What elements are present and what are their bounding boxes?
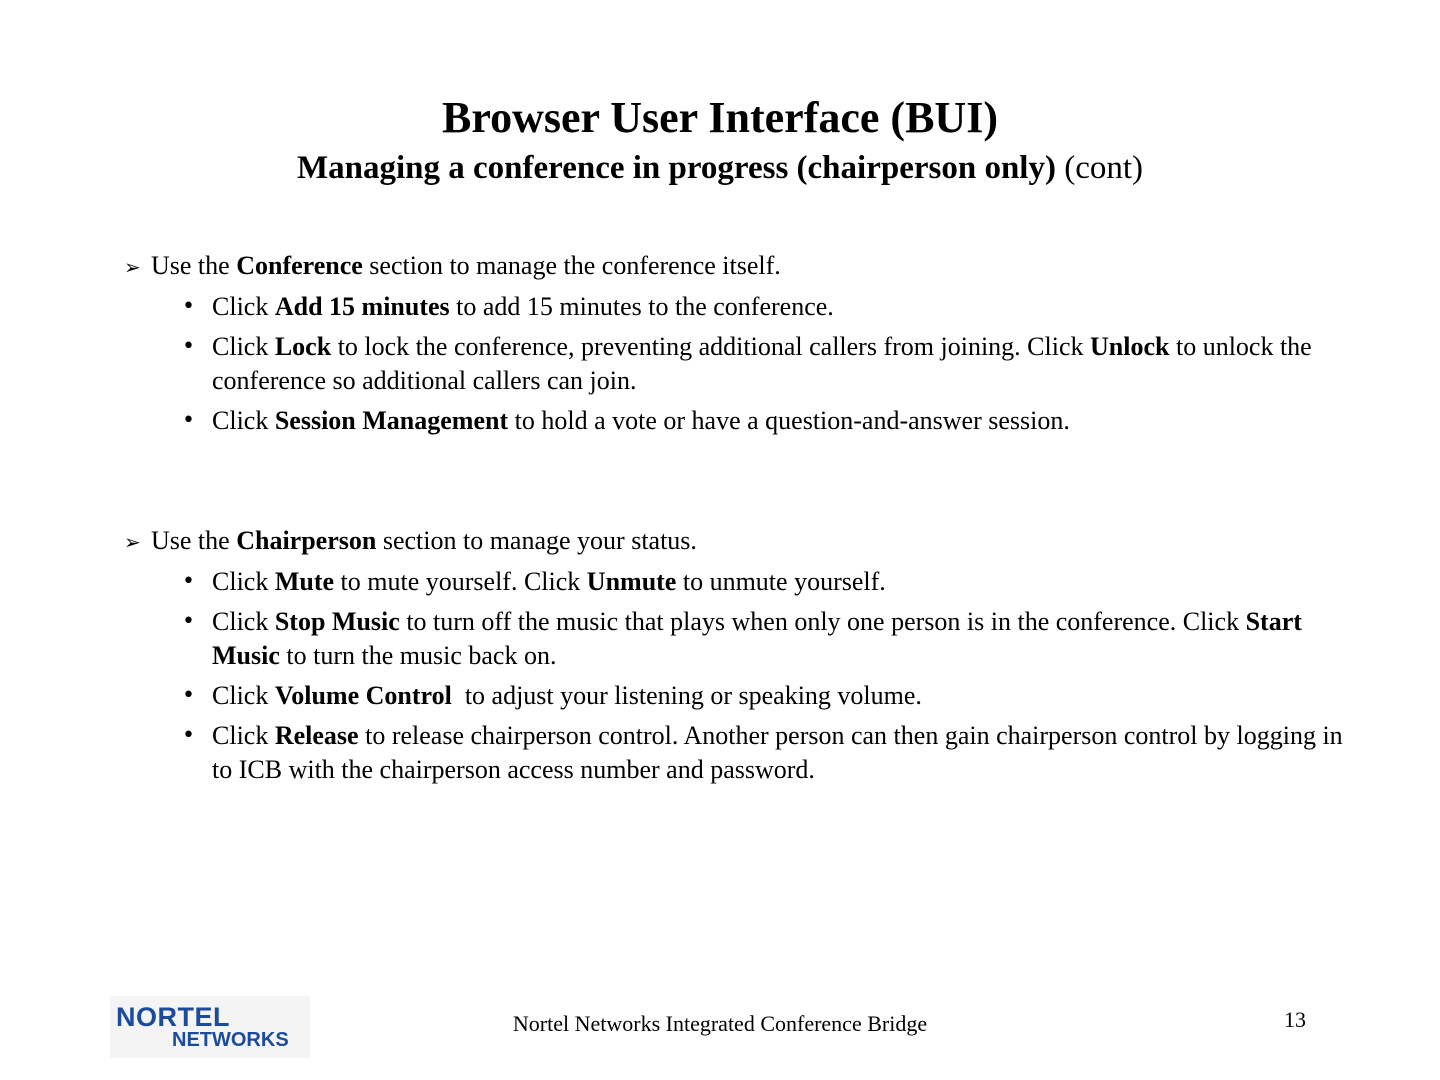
page-title: Browser User Interface (BUI)	[442, 93, 998, 142]
round-bullet-icon: •	[182, 408, 195, 433]
list-item: • Click Release to release chairperson control. Another person can then gain chairperson control by logging in to ICB with the chairperson access number and password.	[182, 721, 1343, 784]
round-bullet-icon: •	[182, 294, 195, 319]
chairperson-bullet-list	[124, 565, 1344, 787]
section-intro-text: Use the Conference section to manage the conference itself.	[151, 251, 781, 280]
list-item: • Click Session Management to hold a vote or have a question-and-answer session.	[124, 404, 1344, 438]
arrowhead-bullet-icon: ➢	[124, 255, 141, 279]
list-item: • Click Stop Music to turn off the music that plays when only one person is in the conference. Click Start Music to turn the music back on.	[182, 607, 1302, 670]
subtitle-suffix: (cont)	[1055, 150, 1143, 186]
list-item: • Click Volume Control to adjust your listening or speaking volume.	[124, 679, 1344, 713]
round-bullet-icon: •	[182, 569, 195, 594]
round-bullet-icon: •	[182, 334, 195, 359]
round-bullet-icon: •	[182, 723, 195, 748]
chairperson-section	[124, 524, 1344, 793]
conference-section	[124, 249, 1344, 444]
list-item: • Click Mute to mute yourself. Click Unmute to unmute yourself.	[124, 565, 1344, 599]
subtitle-bold: Managing a conference in progress (chairperson only)	[296, 150, 1056, 186]
list-item: • Click Add 15 minutes to add 15 minutes to the conference.	[124, 290, 1344, 324]
list-item: • Click Lock to lock the conference, preventing additional callers from joining. Click Unlock to unlock the conference so additional callers can join.	[182, 332, 1312, 395]
round-bullet-icon: •	[182, 609, 195, 634]
page-number: 13	[1284, 1007, 1306, 1032]
section-intro	[124, 524, 1344, 559]
arrowhead-bullet-icon: ➢	[124, 530, 141, 554]
section-intro-text: Use the Chairperson section to manage your status.	[151, 526, 697, 555]
round-bullet-icon: •	[182, 683, 195, 708]
page-subtitle	[0, 148, 1440, 188]
section-intro	[124, 249, 1344, 284]
logo-line-2: NETWORKS	[172, 1029, 289, 1051]
logo-line-1: NORTEL	[116, 1002, 230, 1032]
footer-title: Nortel Networks Integrated Conference Bridge	[512, 1011, 928, 1036]
conference-bullet-list	[124, 290, 1344, 438]
